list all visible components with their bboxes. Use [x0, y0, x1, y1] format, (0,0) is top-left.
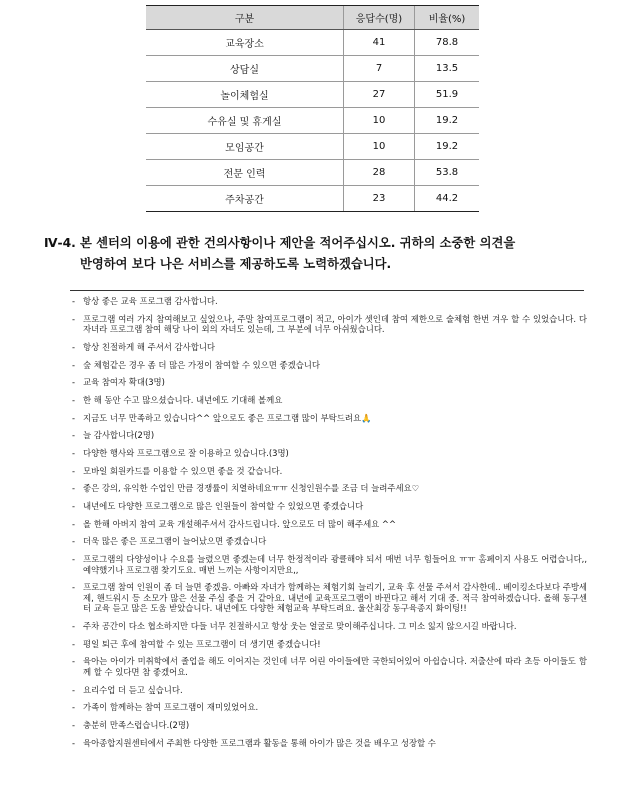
bullet-dash: - [72, 518, 76, 529]
cell-count: 28 [344, 160, 415, 186]
response-text: 육아는 아이가 미취학에서 졸업을 해도 이어지는 것인데 너무 어린 아이들에만 국한되어있어 아쉽습니다. 저출산에 따라 초등 아이들도 함께 할 수 있다면 참 좋겠어요. [83, 656, 587, 677]
response-item [72, 342, 587, 353]
response-text: 요리수업 더 듣고 싶습니다. [83, 684, 183, 695]
response-text: 좋은 강의, 유익한 수업인 만큼 경쟁률이 치열하네요ㅠㅠ 신청인원수를 조금 더 늘려주세요♡ [83, 483, 420, 494]
response-text: 모바일 회원카드를 이용할 수 있으면 좋을 것 같습니다. [83, 465, 283, 476]
response-item [72, 430, 587, 441]
response-text: 프로그램의 다양성이나 수요를 늘렸으면 좋겠는데 너무 한정적이라 광클해야 되서 매번 너무 힘들어요 ㅠㅠ 홈페이지 사용도 어렵습니다,, 예약했기나 프로그램 찾기도요. 매번 느끼는 사항이지만요,, [83, 554, 587, 575]
response-item [72, 582, 587, 614]
response-item [72, 720, 587, 731]
header-ratio: 비율(%) [415, 6, 480, 30]
response-item [72, 519, 587, 530]
response-item [72, 448, 587, 459]
response-text: 숲 체험같은 경우 좀 더 많은 가정이 참여할 수 있으면 좋겠습니다 [83, 359, 320, 370]
cell-ratio: 13.5 [415, 56, 480, 82]
question-heading [44, 233, 624, 275]
response-item [72, 536, 587, 547]
response-item [72, 395, 587, 406]
response-item [72, 296, 587, 307]
cell-category: 전문 인력 [146, 160, 344, 186]
response-text: 한 해 동안 수고 많으셨습니다. 내년에도 기대해 볼께요 [83, 394, 283, 405]
cell-ratio: 51.9 [415, 82, 480, 108]
response-item [72, 413, 587, 424]
cell-ratio: 53.8 [415, 160, 480, 186]
bullet-dash: - [72, 554, 76, 565]
response-item [72, 314, 587, 335]
cell-count: 41 [344, 30, 415, 56]
bullet-dash: - [72, 412, 76, 423]
response-item [72, 621, 587, 632]
bullet-dash: - [72, 719, 76, 730]
bullet-dash: - [72, 448, 76, 458]
response-text: 항상 좋은 교육 프로그램 감사합니다. [83, 296, 218, 306]
table-row [146, 160, 479, 186]
response-text: 프로그램 여러 가지 참여해보고 싶었으나, 주말 참여프로그램이 적고, 아이가 셋인데 참여 제한으로 술체험 한번 겨우 할 수 있었습니다. 다자녀라 프로그램 참여 해당 나이 외의 자녀도 있는데, 그 부분에 너무 아쉬웠습니다. [83, 313, 587, 335]
response-text: 프로그램 참여 인원이 좀 더 늘면 좋겠음. 아빠와 자녀가 함께하는 체험기회 늘리기, 교육 후 선물 주셔서 감사한데.. 베이킹소다보다 주방세제, 핸드워시 등 소모가 많은 선물 주심 좋을 거 같아요. 내년에 교육프로그램이 바뀐다고 해서 기대 중. 적극 참여하겠습니다. 올해 동구센터 교육 듣고 많은 도움 받았습니다. 내년에도 다양한 체험교육 부탁드려요. 울산최강 동구육종지 화이팅!! [83, 582, 587, 614]
response-text: 항상 친절하게 해 주셔서 감사합니다 [83, 341, 216, 352]
bullet-dash: - [72, 501, 76, 512]
response-item [72, 656, 587, 677]
bullet-dash: - [72, 341, 76, 352]
response-item [72, 466, 587, 477]
table-row [146, 108, 479, 134]
bullet-dash: - [72, 430, 76, 441]
cell-category: 놀이체험실 [146, 82, 344, 108]
response-list [72, 296, 587, 755]
response-text: 육아종합지원센터에서 주최한 다양한 프로그램과 활동을 통해 아이가 많은 것을 배우고 성장할 수 [83, 737, 436, 748]
header-count: 응답수(명) [344, 6, 415, 30]
question-line-1 [44, 233, 624, 254]
response-item [72, 360, 587, 371]
cell-category: 주차공간 [146, 186, 344, 212]
table-row [146, 134, 479, 160]
cell-ratio: 19.2 [415, 134, 480, 160]
cell-ratio: 44.2 [415, 186, 480, 212]
cell-category: 상담실 [146, 56, 344, 82]
response-text: 충분히 만족스럽습니다.(2명) [83, 719, 190, 730]
cell-category: 모임공간 [146, 134, 344, 160]
cell-count: 27 [344, 82, 415, 108]
bullet-dash: - [72, 359, 76, 370]
response-table [146, 5, 479, 212]
question-text-2: 반영하여 보다 나은 서비스를 제공하도록 노력하겠습니다. [80, 257, 392, 271]
bullet-dash: - [72, 483, 76, 494]
response-text: 교육 참여자 확대(3명) [83, 377, 165, 388]
response-text: 지금도 너무 만족하고 있습니다^^ 앞으로도 좋은 프로그램 많이 부탁드려요🙏 [83, 412, 372, 423]
response-text: 늘 감사합니다(2명) [83, 430, 155, 441]
cell-count: 7 [344, 56, 415, 82]
bullet-dash: - [72, 377, 76, 388]
response-item [72, 501, 587, 512]
question-text-1: 본 센터의 이용에 관한 건의사항이나 제안을 적어주십시오. 귀하의 소중한 의견을 [80, 236, 516, 250]
header-category: 구분 [146, 6, 344, 30]
bullet-dash: - [72, 465, 76, 476]
response-text: 다양한 행사와 프로그램으로 잘 이용하고 있습니다.(3명) [83, 448, 289, 458]
cell-count: 10 [344, 134, 415, 160]
bullet-dash: - [72, 684, 76, 695]
cell-category: 수유실 및 휴게실 [146, 108, 344, 134]
response-item [72, 483, 587, 494]
response-item [72, 702, 587, 713]
cell-count: 23 [344, 186, 415, 212]
response-text: 가족이 함께하는 참여 프로그램이 재미있었어요. [83, 702, 259, 713]
response-item [72, 639, 587, 650]
response-text: 내년에도 다양한 프로그램으로 많은 인원들이 참여할 수 있었으면 좋겠습니다 [83, 501, 364, 512]
response-text: 더욱 많은 좋은 프로그램이 늘어났으면 좋겠습니다 [83, 536, 267, 547]
cell-category: 교육장소 [146, 30, 344, 56]
table-row [146, 82, 479, 108]
bullet-dash: - [72, 621, 76, 631]
table-row [146, 30, 479, 56]
table-row [146, 56, 479, 82]
bullet-dash: - [72, 536, 76, 547]
response-text: 평일 퇴근 후에 참여할 수 있는 프로그램이 더 생기면 좋겠습니다! [83, 638, 321, 649]
table-row [146, 186, 479, 212]
response-text: 주차 공간이 다소 협소하지만 다들 너무 친절하시고 항상 웃는 얼굴로 맞이해주십니다. 그 미소 잃지 않으시길 바랍니다. [83, 621, 517, 631]
bullet-dash: - [72, 702, 76, 713]
cell-count: 10 [344, 108, 415, 134]
question-number: Ⅳ-4. [44, 236, 76, 250]
bullet-dash: - [72, 638, 76, 649]
response-item [72, 738, 587, 749]
bullet-dash: - [72, 313, 76, 324]
section-divider [70, 290, 584, 291]
cell-ratio: 78.8 [415, 30, 480, 56]
response-item [72, 685, 587, 696]
response-text: 올 한해 아버지 참여 교육 개설해주셔서 감사드립니다. 앞으로도 더 많이 해주세요 ^^ [83, 518, 396, 529]
bullet-dash: - [72, 582, 76, 593]
cell-ratio: 19.2 [415, 108, 480, 134]
bullet-dash: - [72, 737, 76, 748]
response-item [72, 377, 587, 388]
table-header-row [146, 6, 479, 30]
bullet-dash: - [72, 394, 76, 405]
bullet-dash: - [72, 656, 76, 667]
response-item [72, 554, 587, 575]
bullet-dash: - [72, 296, 76, 306]
